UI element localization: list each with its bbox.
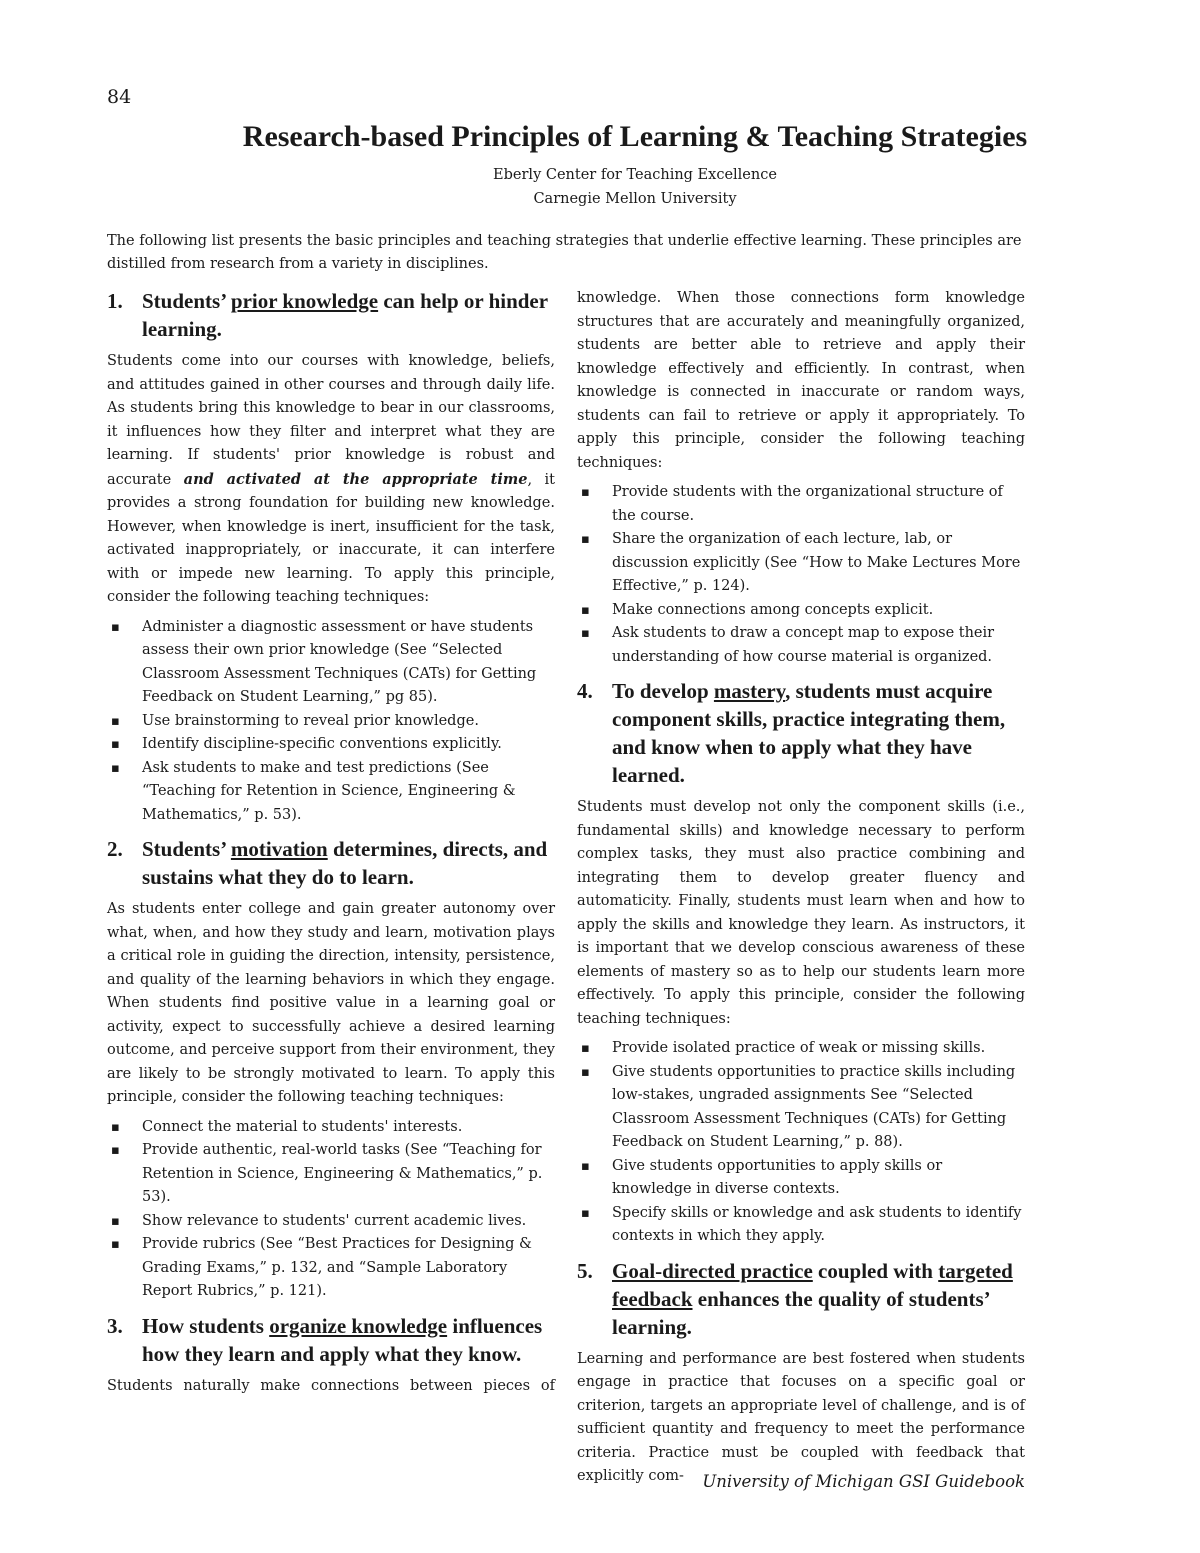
section-3-heading [107, 1312, 555, 1368]
list-item: ▪ Ask students to draw a concept map to expose their understanding of how course material is organized. [577, 622, 1025, 669]
list-item: ▪ Make connections among concepts explicit. [577, 599, 1025, 623]
list-item: ▪ Use brainstorming to reveal prior knowledge. [107, 710, 555, 734]
heading-text: Students’ [142, 837, 231, 861]
heading-text: Students’ [142, 289, 231, 313]
page-title: Research-based Principles of Learning & Teaching Strategies [242, 120, 1028, 153]
list-item: ▪ Specify skills or knowledge and ask students to identify contexts in which they apply. [577, 1202, 1025, 1249]
section-4-paragraph: Students must develop not only the component skills (i.e., fundamental skills) and knowledge necessary to perform complex tasks, they must also practice combining and integrating them to develop greater fluency and automaticity. Finally, students must learn when and how to apply the skills and knowledge they learn. As instructors, it is important that we develop conscious awareness of these elements of mastery so as to help our students learn more effectively. To apply this principle, consider the following teaching techniques: [577, 799, 1025, 1027]
intro-paragraph: The following list presents the basic principles and teaching strategies that underlie effective learning. These principles are distilled from research from a variety in disciplines. [107, 233, 1022, 272]
heading-text: enhances the quality of students’ learning. [612, 1286, 990, 1339]
list-item: ▪ Give students opportunities to practice skills including low-stakes, ungraded assignments See “Selected Classroom Assessment Techniques (CATs) for Getting Feedback on Student Learning,” p. 88). [577, 1061, 1025, 1155]
heading-text: determines, directs, and sustains what they do to learn. [142, 837, 548, 889]
left-column [107, 287, 555, 1398]
list-item: ▪ Administer a diagnostic assessment or have students assess their own prior knowledge (See “Selected Classroom Assessment Techniques (CATs) for Getting Feedback on Student Learning,” pg 85). [107, 616, 555, 710]
heading-keyword: Goal-directed practice [612, 1258, 813, 1283]
section-number: 5. [577, 1258, 593, 1283]
heading-keyword: organize knowledge [269, 1313, 448, 1338]
subtitle-university: Carnegie Mellon University [533, 191, 737, 207]
section-3-paragraph-continued: knowledge. When those connections form knowledge structures that are accurately and meaningfully organized, students are better able to retrieve and apply their knowledge effectively and efficiently. In contrast, when knowledge is connected in inaccurate or random ways, students can fail to retrieve or apply it appropriately. To apply this principle, consider the following teaching techniques: [577, 290, 1025, 471]
heading-text: To develop [612, 679, 714, 703]
section-5-paragraph: Learning and performance are best fostered when students engage in practice that focuses on a specific goal or criterion, targets an appropriate level of challenge, and is of sufficient quantity and frequency to meet the performance criteria. Practice must be coupled with feedback that explicitly com- [577, 1350, 1025, 1484]
section-2-paragraph: As students enter college and gain greater autonomy over what, when, and how they study and learn, motivation plays a critical role in guiding the direction, intensity, persistence, and quality of the learning behaviors in which they engage. When students find positive value in a learning goal or activity, expect to successfully achieve a desired learning outcome, and perceive support from their environment, they are likely to be strongly motivated to learn. To apply this principle, consider the following teaching techniques: [107, 901, 555, 1105]
section-3-paragraph-start: Students naturally make connections between pieces of [107, 1377, 555, 1394]
heading-text: , students must acquire component skills, practice integrating them, and know when to apply what they have learned. [612, 679, 1006, 787]
heading-keyword: targeted feedback [612, 1258, 1013, 1311]
page-number: 84 [107, 86, 132, 108]
section-number: 1. [107, 289, 123, 313]
heading-keyword: prior knowledge [230, 289, 379, 313]
section-2-bullets [107, 1116, 555, 1304]
heading-text: can help or hinder learning. [142, 289, 548, 341]
list-item: ▪ Provide authentic, real-world tasks (See “Teaching for Retention in Science, Engineering & Mathematics,” p. 53). [107, 1139, 555, 1210]
section-number: 3. [107, 1313, 123, 1338]
section-3-bullets [577, 481, 1025, 669]
heading-text: How students [142, 1313, 270, 1338]
list-item: ▪ Ask students to make and test predictions (See “Teaching for Retention in Science, Engineering & Mathematics,” p. 53). [107, 757, 555, 828]
footer-guidebook-title: University of Michigan GSI Guidebook [702, 1472, 1025, 1491]
heading-text: influences how they learn and apply what they know. [142, 1313, 543, 1366]
list-item: ▪ Provide isolated practice of weak or missing skills. [577, 1037, 1025, 1061]
section-1-bullets [107, 616, 555, 828]
list-item: ▪ Share the organization of each lecture, lab, or discussion explicitly (See “How to Make Lectures More Effective,” p. 124). [577, 528, 1025, 599]
section-number: 4. [577, 679, 593, 703]
list-item: ▪ Provide rubrics (See “Best Practices for Designing & Grading Exams,” p. 132, and “Sample Laboratory Report Rubrics,” p. 121). [107, 1233, 555, 1304]
list-item: ▪ Identify discipline-specific conventions explicitly. [107, 733, 555, 757]
subtitle-center: Eberly Center for Teaching Excellence [493, 167, 777, 183]
right-column [577, 287, 1025, 1495]
list-item: ▪ Provide students with the organizational structure of the course. [577, 481, 1025, 528]
heading-keyword: mastery [713, 679, 786, 703]
section-1-paragraph [107, 350, 555, 610]
list-item: ▪ Show relevance to students' current academic lives. [107, 1210, 555, 1234]
list-item: ▪ Give students opportunities to apply skills or knowledge in diverse contexts. [577, 1155, 1025, 1202]
section-2-heading [107, 835, 555, 891]
section-1-heading [107, 287, 555, 343]
paragraph-text: , it provides a strong foundation for building new knowledge. However, when knowledge is inert, insufficient for the task, activated inappropriately, or inaccurate, it can interfere with or impede new learning. To apply this principle, consider the following teaching techniques: [107, 471, 555, 605]
section-4-heading [577, 677, 1025, 789]
heading-text: coupled with [812, 1258, 939, 1283]
heading-keyword: motivation [230, 837, 328, 861]
list-item: ▪ Connect the material to students' interests. [107, 1116, 555, 1140]
section-5-heading [577, 1257, 1025, 1341]
section-number: 2. [107, 837, 123, 861]
section-4-bullets [577, 1037, 1025, 1249]
paragraph-text: Students come into our courses with knowledge, beliefs, and attitudes gained in other courses and through daily life. As students bring this knowledge to bear in our classrooms, it influences how they filter and interpret what they are learning. If students' prior knowledge is robust and accurate [107, 353, 555, 488]
emphasis-text: and activated at the appropriate time [183, 470, 528, 488]
